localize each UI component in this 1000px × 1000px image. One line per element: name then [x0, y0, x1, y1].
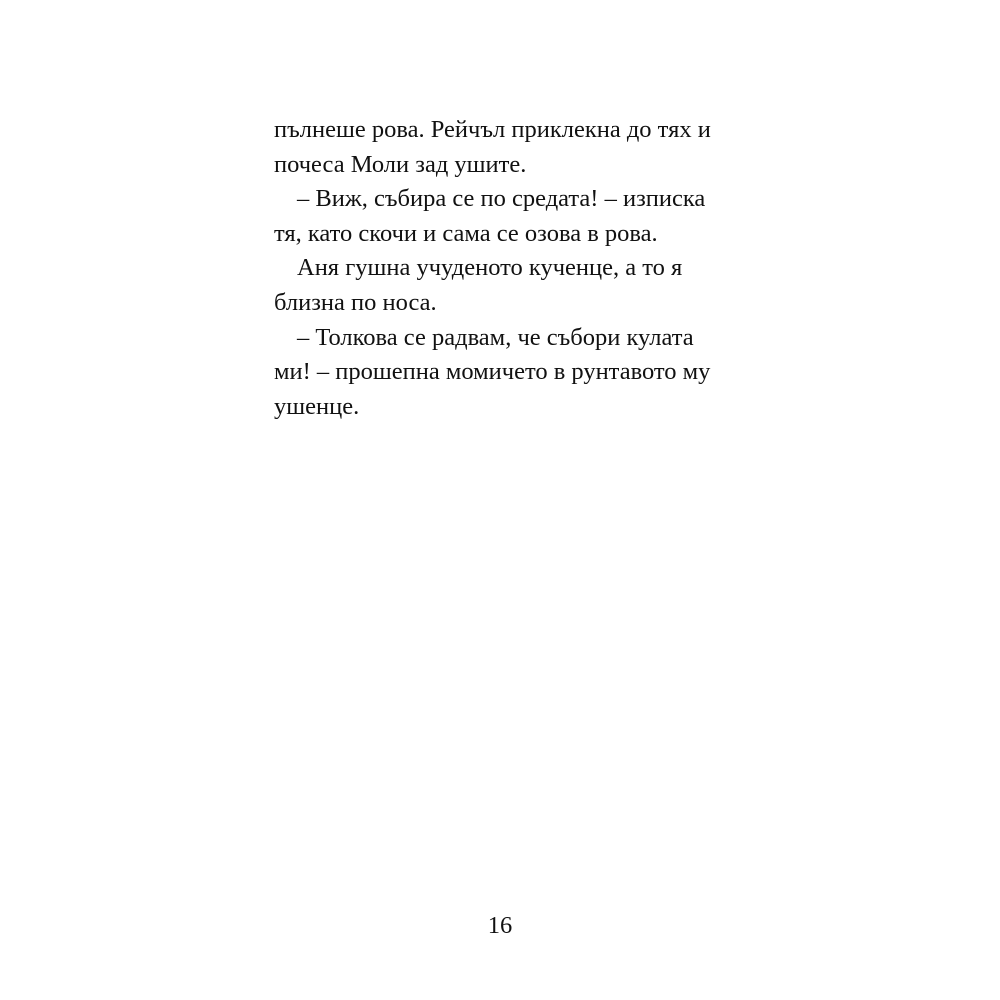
text-line-7: – Толкова се радвам, че събори кулата: [297, 323, 694, 351]
body-text: [274, 113, 734, 424]
text-line-6: близна по носа.: [274, 288, 437, 316]
text-line-4: тя, като скочи и сама се озова в рова.: [274, 219, 658, 247]
text-line-1: пълнеше рова. Рейчъл приклекна до тях и: [274, 116, 711, 143]
text-line-3: – Виж, събира се по средата! – изписка: [297, 185, 706, 213]
text-line-9: ушенце.: [274, 392, 360, 420]
text-line-2: почеса Моли зад ушите.: [274, 150, 527, 178]
text-line-5: Аня гушна учуденото кученце, а то я: [297, 254, 683, 282]
page-number: 16: [487, 912, 513, 939]
text-line-8: ми! – прошепна момичето в рунтавото му: [274, 358, 711, 386]
